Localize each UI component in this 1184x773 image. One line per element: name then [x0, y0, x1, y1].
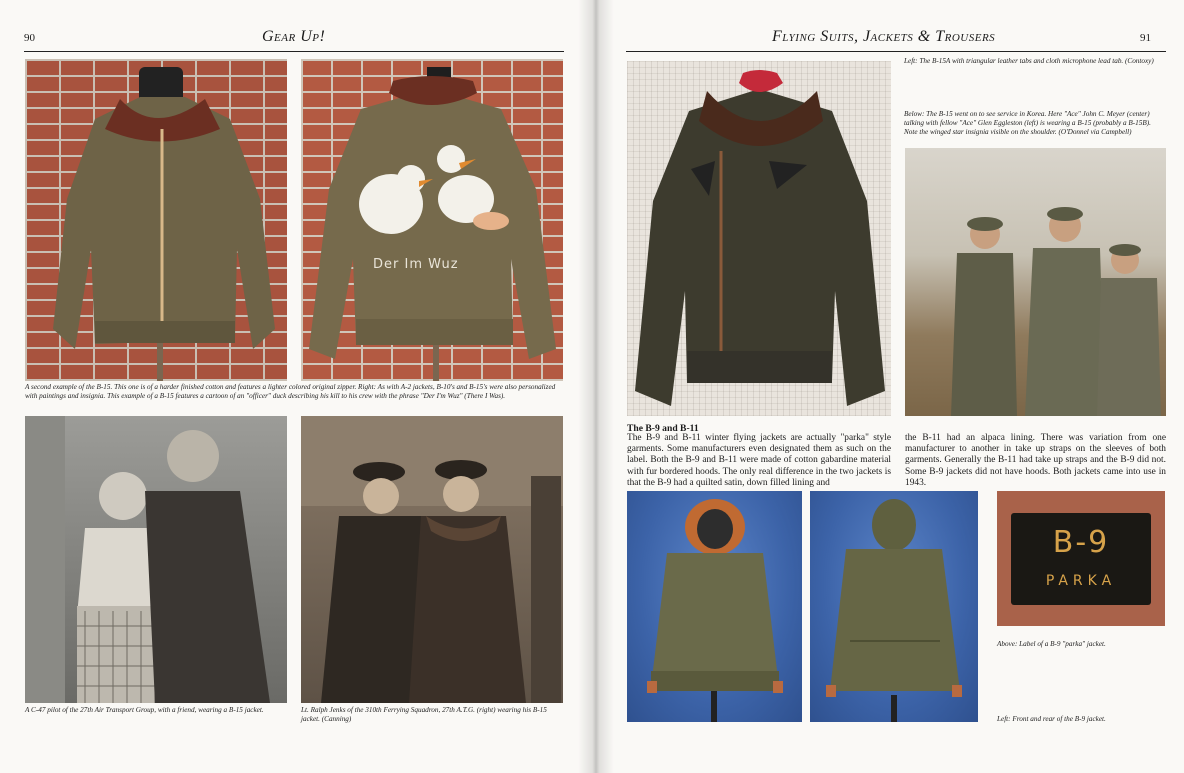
caption-parka-views: Left: Front and rear of the B-9 jacket. — [997, 715, 1106, 723]
photo-b9-front — [627, 491, 802, 722]
jacket-back-text: Der Im Wuz — [373, 257, 459, 272]
officers-illustration — [301, 416, 563, 703]
photo-b15-back-duck — [301, 59, 563, 381]
photo-b15-front — [25, 59, 287, 381]
book-gutter — [578, 0, 614, 773]
photo-lt-ralph-jenks — [301, 416, 563, 703]
caption-bottom-left: A C-47 pilot of the 27th Air Transport Group, with a friend, wearing a B-15 jacket. — [25, 706, 264, 714]
header-rule-left — [24, 51, 564, 52]
photo-pilot-with-friend — [25, 416, 287, 703]
label-text-b9: B-9 — [1052, 525, 1110, 560]
photo-b15a-jacket — [627, 61, 891, 416]
label-text-parka: PARKA — [1045, 573, 1117, 589]
b9-rear-illustration — [810, 491, 978, 722]
photo-korea-aces — [905, 148, 1166, 416]
korea-illustration — [905, 148, 1166, 416]
jacket-front-illustration — [25, 59, 287, 381]
caption-bottom-right: Lt. Ralph Jenks of the 310th Ferrying Squadron, 27th A.T.G. (right) wearing his B-15 jacket. (Canning) — [301, 706, 547, 723]
photo-b9-rear — [810, 491, 978, 722]
caption-b15a: Left: The B-15A with triangular leather tabs and cloth microphone lead tab. (Contoxy) — [904, 57, 1154, 65]
body-text-column-2: the B-11 had an alpaca lining. There was variation from one manufacturer to another in take up straps on the sleeves of both garments. Generally the B-11 had take up straps and the B-9 did not. Some B-9 jackets did not have hoods. Both jackets came into use in 1943. — [905, 433, 1166, 488]
jacket-back-illustration — [301, 59, 563, 381]
page-number-right: 91 — [1140, 32, 1151, 44]
caption-top-left: A second example of the B-15. This one is of a harder finished cotton and features a lighter colored original zipper. Right: As with A-2 jackets, B-10's and B-15's were also personalized with paintings and insignia. This example of a B-15 features a cartoon of an "officer" duck describing his kill to his crew with the phrase "Der I'm Wuz" (There I Was). — [25, 383, 556, 400]
b9-front-illustration — [627, 491, 802, 722]
photo-b9-label — [997, 491, 1165, 626]
body-text-column-1: The B-9 and B-11 winter flying jackets are actually "parka" style garments. Some manufacturers even designated them as such on the label. Both the B-9 and B-11 were made of cotton gabardine material with fur bordered hoods. The only real difference in the two jackets is that the B-9 had a quilted satin, down filled lining and — [627, 433, 891, 488]
b15a-illustration — [627, 61, 891, 416]
running-head-left: Gear Up! — [262, 28, 326, 45]
caption-korea: Below: The B-15 went on to see service in Korea. Here "Ace" John C. Meyer (center) talking with fellow "Ace" Glen Eggleston (left) is wearing a B-15 (probably a B-15B). Note the winged star insignia visible on the shoulder. (O'Donnel via Campbell) — [904, 110, 1151, 136]
running-head-right: Flying Suits, Jackets & Trousers — [772, 28, 996, 45]
header-rule-right — [626, 51, 1166, 52]
pilot-illustration — [25, 416, 287, 703]
section-heading-b9-b11: The B-9 and B-11 — [627, 423, 699, 434]
caption-label: Above: Label of a B-9 "parka" jacket. — [997, 640, 1106, 648]
page-number-left: 90 — [24, 32, 35, 44]
right-page — [592, 0, 1184, 773]
